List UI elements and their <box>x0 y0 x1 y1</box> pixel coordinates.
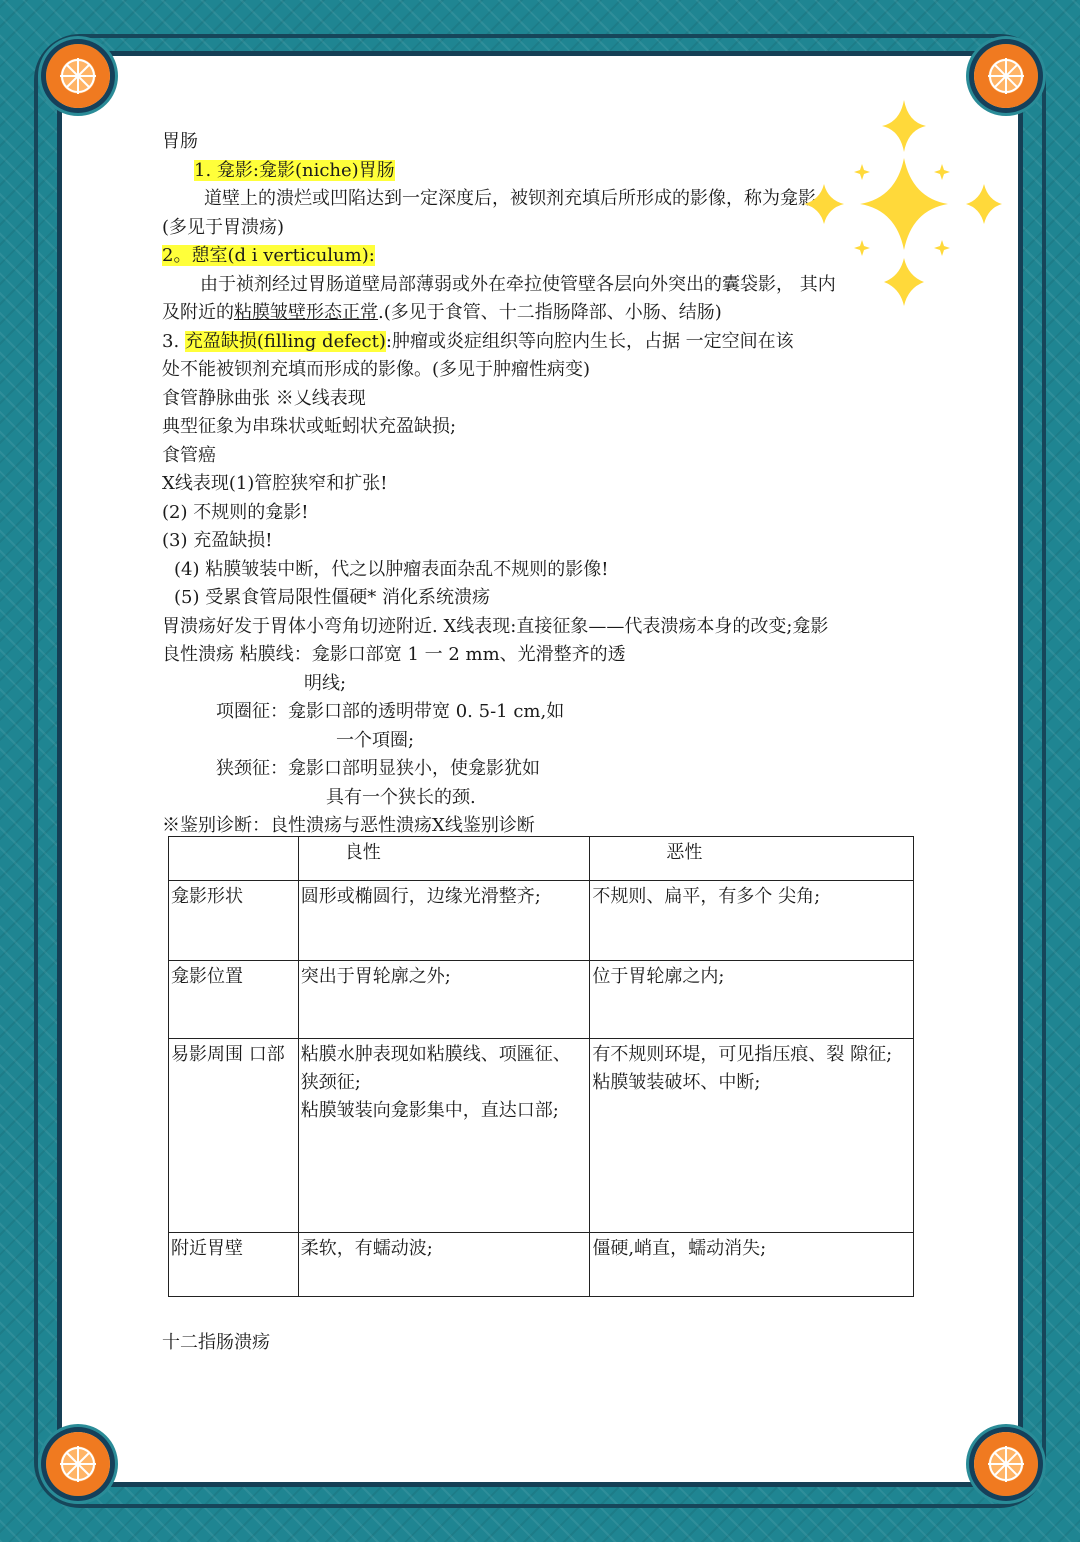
line-text: 狭颈征：龛影口部明显狭小，使龛影犹如 <box>216 758 540 779</box>
malignant-cell: 不规则、扁平，有多个 尖角; <box>590 881 914 961</box>
text-line <box>162 670 922 699</box>
benign-cell: 突出于胃轮廓之外; <box>298 961 590 1039</box>
line-text: (2) 不规则的龛影! <box>162 501 309 523</box>
line-text: 一个項圈; <box>336 729 415 751</box>
line-text: 良性溃疡 粘膜线：龛影口部宽 1 一 2 mm、光滑整齐的透 <box>162 644 626 665</box>
line-text: 胃肠 <box>162 131 198 152</box>
sparkle-icon <box>796 100 1008 308</box>
line-text: 明线; <box>304 672 347 694</box>
row-label: 附近胃壁 <box>169 1233 299 1297</box>
text-line <box>162 755 922 784</box>
table-row <box>169 1039 914 1233</box>
text-line <box>162 442 922 471</box>
line-text: .(多见于食管、十二指肠降部、小肠、结肠) <box>378 302 722 323</box>
line-text: (5) 受累食管局限性僵硬* 消化系统溃疡 <box>174 587 490 608</box>
text-line <box>162 470 922 499</box>
text-line <box>162 641 922 670</box>
table-row <box>169 881 914 961</box>
line-text: X线表现(1)管腔狭窄和扩张! <box>162 473 388 494</box>
text-line <box>162 727 922 756</box>
differential-diagnosis-table <box>168 836 914 1297</box>
text-line <box>162 356 922 385</box>
line-text: 胃溃疡好发于胃体小弯角切迹附近. X线表现:直接征象——代表溃疡本身的改变;龛影 <box>162 615 829 637</box>
line-text: (多见于胃溃疡) <box>162 216 285 238</box>
line-text: ※鉴别诊断：良性溃疡与恶性溃疡X线鉴别诊断 <box>162 815 535 836</box>
highlighted-term: 2。憩室(d i verticulum): <box>162 245 375 266</box>
table-row <box>169 961 914 1039</box>
line-text: 典型征象为串珠状或蚯蚓状充盈缺损; <box>162 416 457 437</box>
line-prefix: 及附近的 <box>162 302 234 323</box>
line-text: 道壁上的溃烂或凹陷达到一定深度后，被钡剂充填后所形成的影像，称为龛影 <box>204 188 816 209</box>
benign-cell: 粘膜水肿表现如粘膜线、项匯征、狭颈征; 粘膜皱装向龛影集中，直达口部; <box>298 1039 590 1233</box>
text-line <box>162 385 922 414</box>
corner-ornament-icon <box>46 44 110 108</box>
corner-ornament-icon <box>974 1432 1038 1496</box>
text-line <box>162 499 922 528</box>
text-line <box>162 413 922 442</box>
line-text: (3) 充盈缺损! <box>162 530 273 551</box>
line-text: 由于祯剂经过胃肠道壁局部薄弱或外在牵拉使管壁各层向外突出的囊袋影， 其内 <box>200 273 836 295</box>
malignant-cell: 位于胃轮廓之内; <box>590 961 914 1039</box>
line-text: (4) 粘膜皱装中断，代之以肿瘤表面杂乱不规则的影像! <box>174 558 609 580</box>
line-text: 具有一个狭长的颈. <box>326 786 476 808</box>
highlighted-term: 充盈缺损(filling defect) <box>184 330 386 352</box>
text-line <box>162 698 922 727</box>
section-heading: 十二指肠溃疡 <box>162 1332 270 1353</box>
corner-ornament-icon <box>46 1432 110 1496</box>
table-row <box>169 1233 914 1297</box>
line-text: 处不能被钡剂充填而形成的影像。(多见于肿瘤性病变) <box>162 359 591 380</box>
line-text: 食管癌 <box>162 444 216 466</box>
corner-ornament-icon <box>974 44 1038 108</box>
table-header-benign: 良性 <box>298 837 590 881</box>
line-prefix: 3. <box>162 330 185 352</box>
benign-cell: 圆形或椭圆行，边缘光滑整齐; <box>298 881 590 961</box>
text-line <box>162 784 922 813</box>
line-text: 项圈征：龛影口部的透明带宽 0. 5-1 cm,如 <box>216 701 565 722</box>
row-label: 龛影位置 <box>169 961 299 1039</box>
table-header-cell <box>169 837 299 881</box>
row-label: 易影周围 口部 <box>169 1039 299 1233</box>
row-label: 龛影形状 <box>169 881 299 961</box>
underlined-term: 粘膜皱壁形态正常 <box>234 302 378 323</box>
text-line <box>162 328 922 357</box>
table-header-malignant: 恶性 <box>590 837 914 881</box>
benign-cell: 柔软，有蠕动波; <box>298 1233 590 1297</box>
text-line <box>162 613 922 642</box>
highlighted-term: 1. 龛影:龛影(niche)胃肠 <box>194 159 395 181</box>
malignant-cell: 僵硬,峭直，蠕动消失; <box>590 1233 914 1297</box>
text-line <box>162 556 922 585</box>
line-text: :肿瘤或炎症组织等向腔内生长，占据 一定空间在该 <box>385 330 794 352</box>
text-line <box>162 584 922 613</box>
text-line <box>162 527 922 556</box>
malignant-cell: 有不规则环堤，可见指压痕、裂 隙征; 粘膜皱装破坏、中断; <box>590 1039 914 1233</box>
line-text: 食管静脉曲张 ※乂线表现 <box>162 387 366 409</box>
